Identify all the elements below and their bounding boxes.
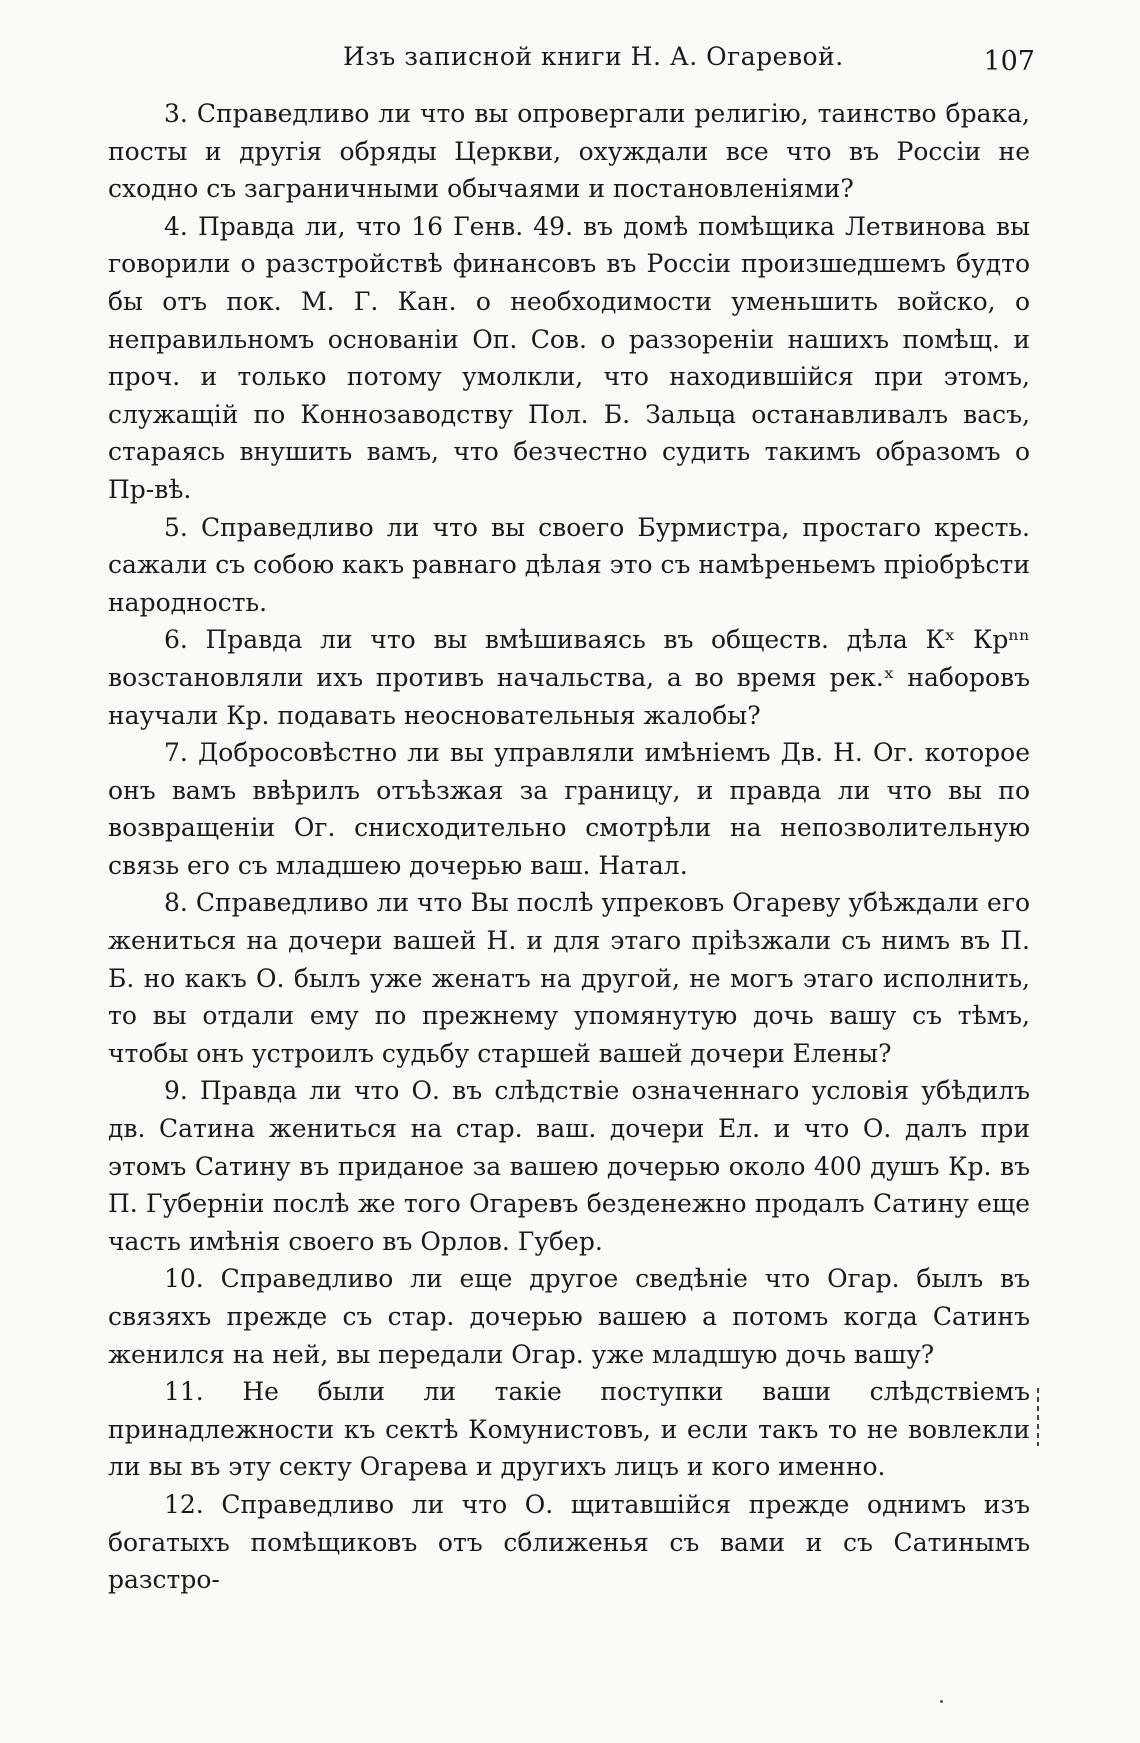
paragraph-9: 9. Правда ли что О. въ слѣдствіе означеннаго условія убѣдилъ дв. Сатина жениться на стар. ваш. дочери Ел. и что О. далъ при этомъ Сатину въ приданое за вашею дочерью около 400 душъ Кр. въ П. Губерніи послѣ же того Огаревъ безденежно продалъ Сатину еще часть имѣнія своего въ Орлов. Губер. bbox=[108, 1076, 1030, 1256]
paragraph-7: 7. Добросовѣстно ли вы управляли имѣніемъ Дв. Н. Ог. которое онъ вамъ ввѣрилъ отъѣзжая за границу, и правда ли что вы по возвращеніи Ог. снисходительно смотрѣли на непозволительную связь его съ младшею дочерью ваш. Натал. bbox=[108, 738, 1030, 880]
page-number: 107 bbox=[983, 46, 1035, 77]
paragraph-12: 12. Справедливо ли что О. щитавшійся прежде однимъ изъ богатыхъ помѣщиковъ отъ сближенья съ вами и съ Сатинымъ разстро- bbox=[108, 1489, 1030, 1595]
body-text bbox=[108, 95, 1030, 1599]
print-speck bbox=[940, 1700, 943, 1703]
paragraph-6: 6. Правда ли что вы вмѣшиваясь въ обществ. дѣла Кˣ Крⁿⁿ возстановляли ихъ противъ начальства, а во время рек.ˣ наборовъ научали Кр. подавать неосновательныя жалобы? bbox=[108, 625, 1030, 730]
page-header bbox=[110, 38, 1035, 88]
paragraph-4: 4. Правда ли, что 16 Генв. 49. въ домѣ помѣщика Летвинова вы говорили о разстройствѣ финансовъ въ Россіи произшедшемъ будто бы отъ пок. М. Г. Кан. о необходимости уменьшить войско, о неправильномъ основаніи Оп. Сов. о раззореніи нашихъ помѣщ. и проч. и только потому умолкли, что находившійся при этомъ, служащій по Коннозаводству Пол. Б. Зальца останавливалъ васъ, стараясь внушить вамъ, что безчестно судить такимъ образомъ о Пр-вѣ. bbox=[108, 211, 1030, 504]
paragraph-5: 5. Справедливо ли что вы своего Бурмистра, простаго кресть. сажали съ собою какъ равнаго дѣлая это съ намѣреньемъ пріобрѣсти народность. bbox=[108, 512, 1030, 617]
margin-mark bbox=[1037, 1388, 1039, 1446]
paragraph-10: 10. Справедливо ли еще другое сведѣніе что Огар. былъ въ связяхъ прежде съ стар. дочерью вашею а потомъ когда Сатинъ женился на ней, вы передали Огар. уже младшую дочь вашу? bbox=[108, 1264, 1030, 1369]
running-title: Изъ записной книги Н. А. Огаревой. bbox=[343, 42, 844, 71]
paragraph-11: 11. Не были ли такіе поступки ваши слѣдствіемъ принадлежности къ сектѣ Комунистовъ, и если такъ то не вовлекли ли вы въ эту секту Огарева и другихъ лицъ и кого именно. bbox=[108, 1377, 1030, 1482]
paragraph-3: 3. Справедливо ли что вы опровергали религію, таинство брака, посты и другія обряды Церкви, охуждали все что въ Россіи не сходно съ заграничными обычаями и постановленіями? bbox=[108, 99, 1030, 204]
paragraph-8: 8. Справедливо ли что Вы послѣ упрековъ Огареву убѣждали его жениться на дочери вашей Н. и для этаго пріѣзжали съ нимъ въ П. Б. но какъ О. былъ уже женатъ на другой, не могъ этаго исполнить, то вы отдали ему по прежнему упомянутую дочь вашу съ тѣмъ, чтобы онъ устроилъ судьбу старшей вашей дочери Елены? bbox=[108, 888, 1030, 1068]
